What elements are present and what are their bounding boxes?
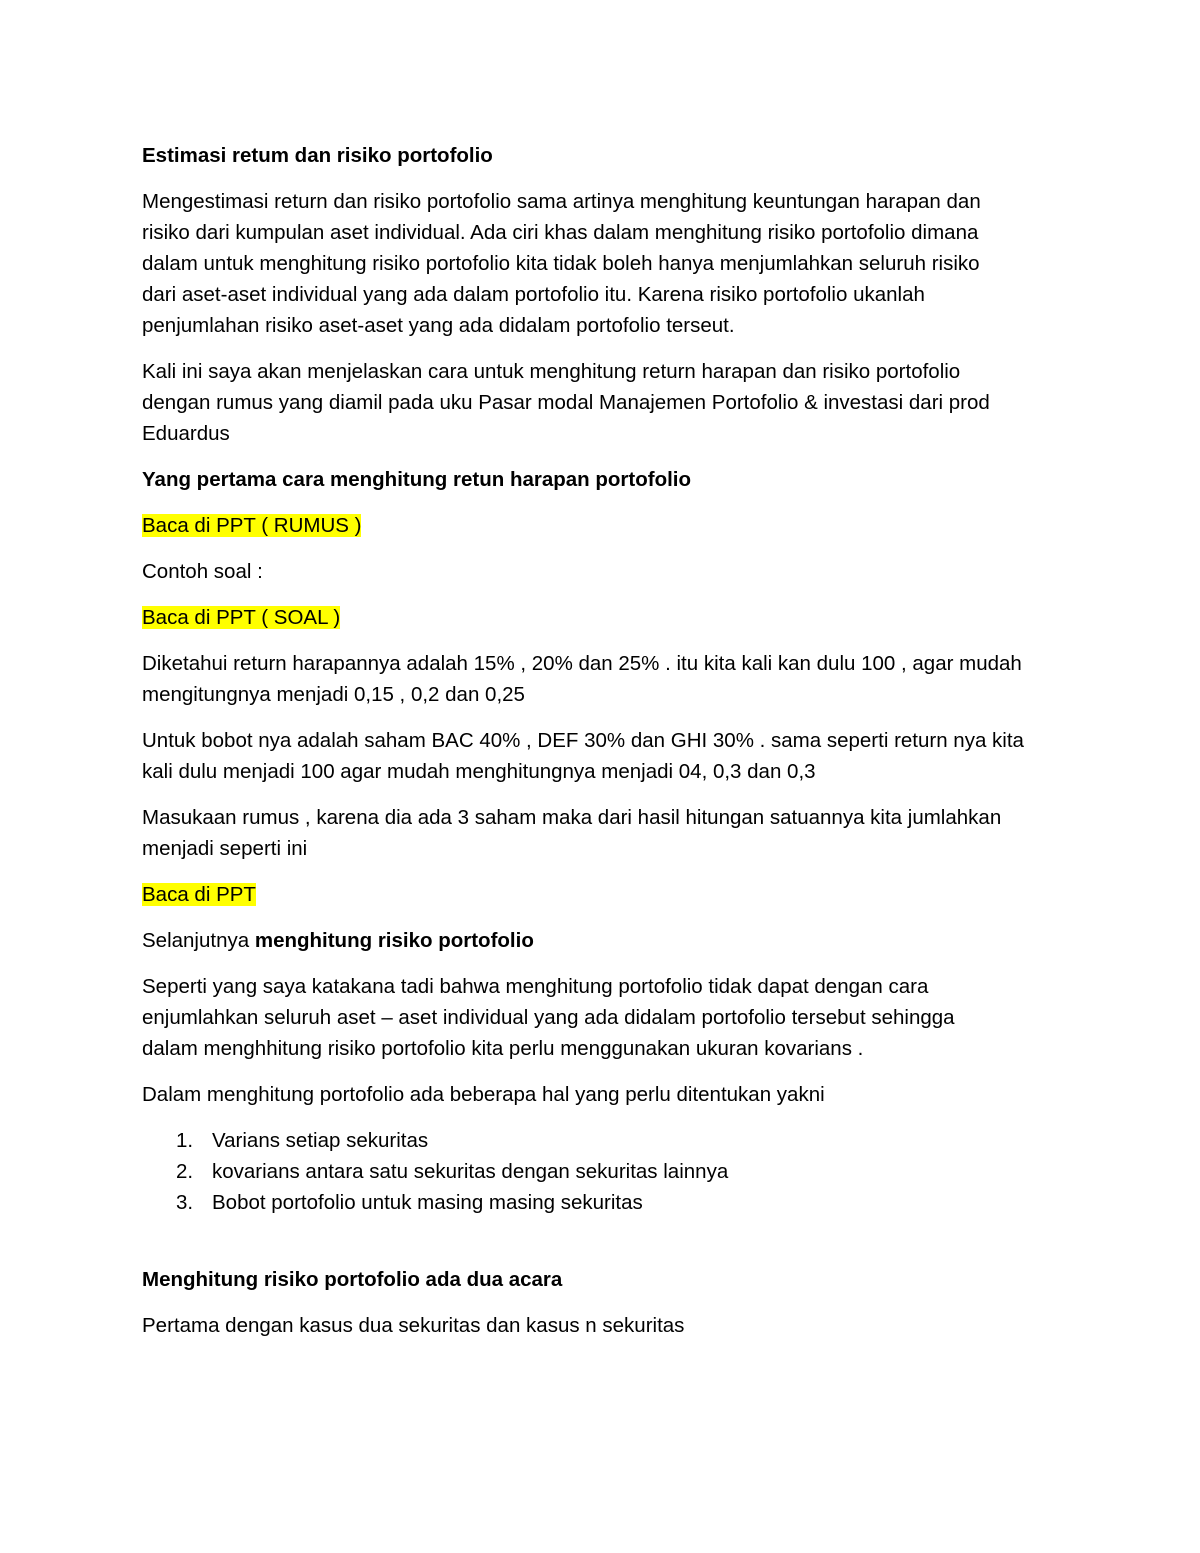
next-prefix: Selanjutnya bbox=[142, 929, 255, 952]
return-paragraph: Diketahui return harapannya adalah 15% , 20% dan 25% . itu kita kali kan dulu 100 , agar mudah mengitungnya menjadi 0,15 , 0,2 dan 0,25 bbox=[142, 652, 1022, 706]
closing-paragraph: Pertama dengan kasus dua sekuritas dan kasus n sekuritas bbox=[142, 1314, 685, 1337]
next-bold: menghitung risiko portofolio bbox=[254, 929, 534, 952]
numbered-list bbox=[142, 1125, 1067, 1218]
highlight-soal: Baca di PPT ( SOAL ) bbox=[142, 606, 341, 629]
list-number: 1. bbox=[176, 1129, 194, 1152]
list-text: Varians setiap sekuritas bbox=[212, 1129, 429, 1152]
heading-risk: Menghitung risiko portofolio ada dua acara bbox=[142, 1268, 563, 1291]
risk-paragraph: Seperti yang saya katakana tadi bahwa menghitung portofolio tidak dapat dengan cara enjumlahkan seluruh aset – aset individual yang ada didalam portofolio tersebut sehingga dalam menghhitung risiko portofolio kita perlu menggunakan ukuran kovarians . bbox=[142, 975, 955, 1060]
contoh-soal-label: Contoh soal : bbox=[142, 560, 263, 583]
highlight-ppt: Baca di PPT bbox=[142, 883, 256, 906]
list-number: 3. bbox=[176, 1191, 194, 1214]
weight-paragraph: Untuk bobot nya adalah saham BAC 40% , DEF 30% dan GHI 30% . sama seperti return nya kita kali dulu menjadi 100 agar mudah menghitungnya menjadi 04, 0,3 dan 0,3 bbox=[142, 729, 1024, 783]
heading-return: Yang pertama cara menghitung retun harapan portofolio bbox=[142, 468, 692, 491]
list-text: kovarians antara satu sekuritas dengan sekuritas lainnya bbox=[212, 1160, 729, 1183]
next-section-line bbox=[142, 925, 1067, 956]
list-text: Bobot portofolio untuk masing masing sekuritas bbox=[212, 1191, 643, 1214]
formula-paragraph: Masukaan rumus , karena dia ada 3 saham maka dari hasil hitungan satuannya kita jumlahkan menjadi seperti ini bbox=[142, 806, 1002, 860]
intro-paragraph: Mengestimasi return dan risiko portofolio sama artinya menghitung keuntungan harapan dan risiko dari kumpulan aset individual. Ada ciri khas dalam menghitung risiko portofolio dimana dalam untuk menghitung risiko portofolio kita tidak boleh hanya menjumlahkan seluruh risiko dari aset-aset individual yang ada dalam portofolio itu. Karena risiko portofolio ukanlah penjumlahan risiko aset-aset yang ada didalam portofolio terseut. bbox=[142, 190, 981, 337]
list-number: 2. bbox=[176, 1160, 194, 1183]
list-item bbox=[142, 1156, 1067, 1187]
list-item bbox=[142, 1187, 1067, 1218]
list-item bbox=[142, 1125, 1067, 1156]
highlight-rumus: Baca di PPT ( RUMUS ) bbox=[142, 514, 362, 537]
blank-line bbox=[142, 1233, 1067, 1264]
document-page bbox=[142, 140, 1067, 1356]
list-intro: Dalam menghitung portofolio ada beberapa hal yang perlu ditentukan yakni bbox=[142, 1083, 825, 1106]
document-title: Estimasi retum dan risiko portofolio bbox=[142, 144, 493, 167]
explanation-paragraph: Kali ini saya akan menjelaskan cara untuk menghitung return harapan dan risiko portofolio dengan rumus yang diamil pada uku Pasar modal Manajemen Portofolio & investasi dari prod Eduardus bbox=[142, 360, 990, 445]
